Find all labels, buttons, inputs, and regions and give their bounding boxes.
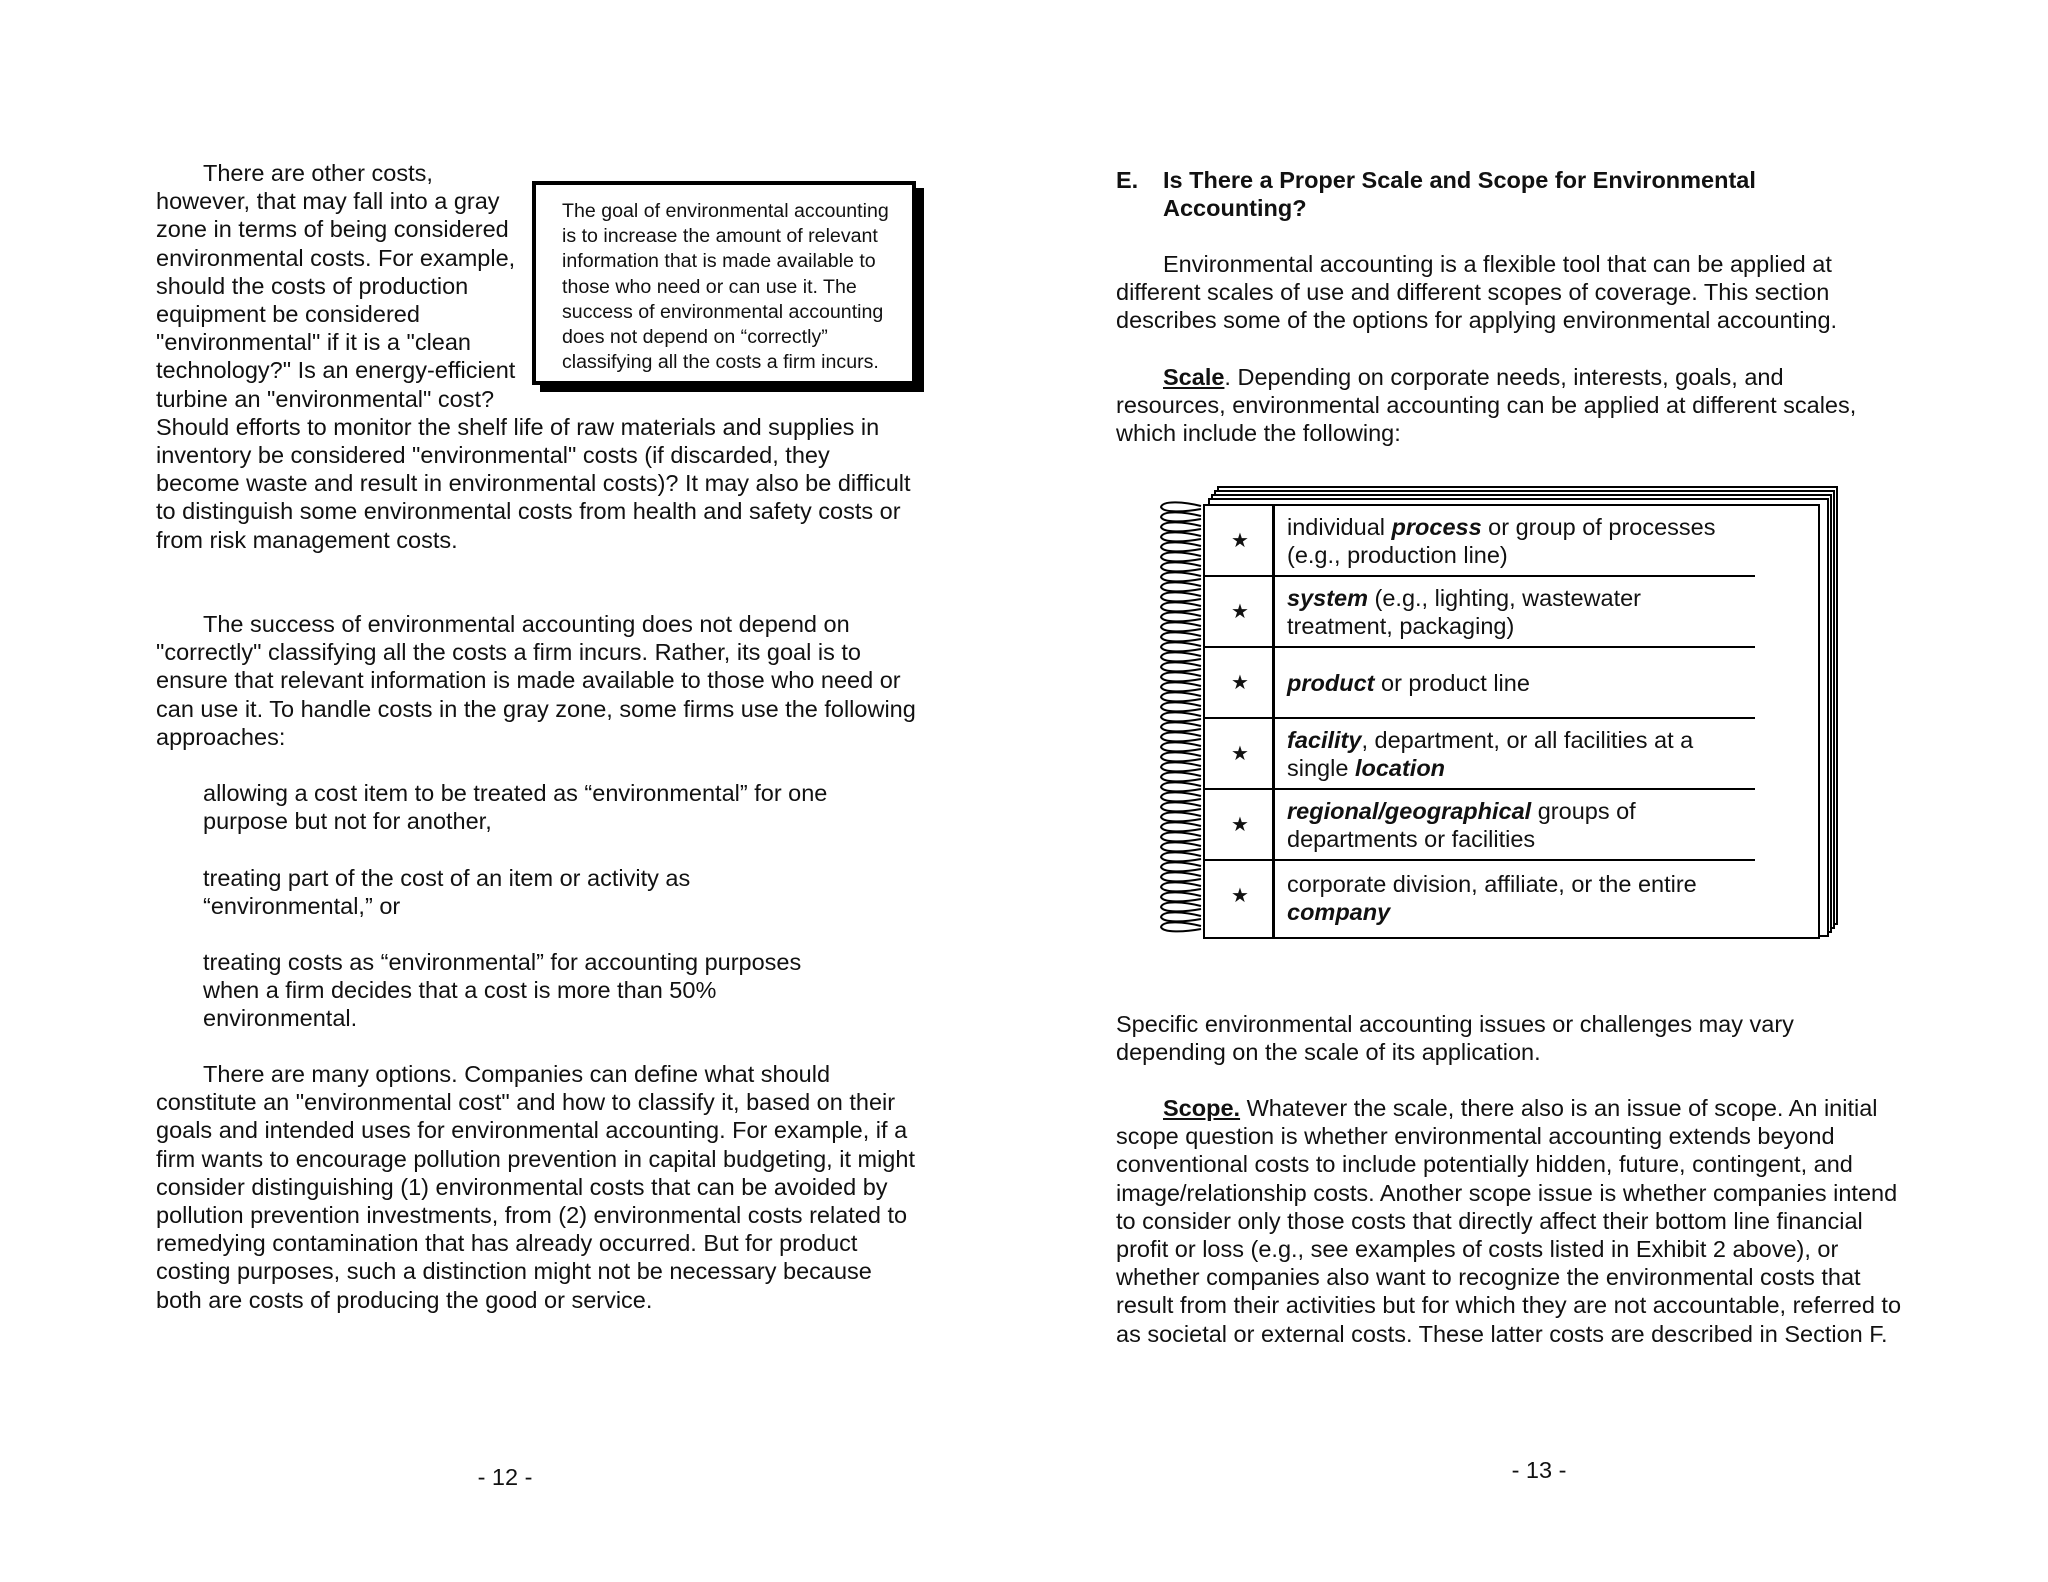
spiral-coil (1161, 532, 1201, 541)
spiral-coil (1161, 572, 1201, 581)
notebook-page (1203, 504, 1820, 939)
scale-row-text: regional/geographical groups of departments or facilities (1287, 798, 1636, 853)
spiral-coil (1161, 712, 1201, 721)
spiral-coil (1161, 922, 1201, 931)
gray-zone-paragraph: There are other costs, however, that may fall into a gray zone in terms of being considered environmental costs. For example, should the costs of production equipment be considered "environmental" if it is a "clean technology?" Is an energy-efficient turbine an "environmental" cost? Should efforts to monitor the shelf life of raw materials and supplies in inventory be considered "environmental" costs (if discarded, they become waste and result in environmental costs)? It may also be difficult to distinguish some environmental costs from health and safety costs or from risk management costs. (156, 160, 911, 553)
scale-paragraph (1116, 363, 1896, 448)
spiral-coil (1161, 842, 1201, 851)
scale-row (1205, 790, 1818, 861)
spiral-binding-icon (1155, 498, 1205, 938)
star-icon: ★ (1231, 885, 1249, 907)
spiral-coil (1161, 632, 1201, 641)
scale-row (1205, 506, 1818, 577)
star-icon: ★ (1231, 743, 1249, 765)
spiral-coil (1161, 512, 1201, 521)
page-number: - 13 - (1511, 1457, 1567, 1483)
spiral-coil (1161, 862, 1201, 871)
spiral-coil (1161, 612, 1201, 621)
spiral-coil (1161, 872, 1201, 881)
spiral-coil (1161, 722, 1201, 731)
spiral-coil (1161, 792, 1201, 801)
scale-row (1205, 577, 1818, 648)
page-number: - 12 - (477, 1464, 533, 1490)
spiral-coil (1161, 502, 1201, 511)
approach-item: treating part of the cost of an item or activity as “environmental,” or (203, 865, 691, 920)
scope-paragraph (1116, 1094, 1906, 1348)
approach-item: allowing a cost item to be treated as “environmental” for one purpose but not for another, (203, 780, 828, 835)
spiral-coil (1161, 752, 1201, 761)
spiral-coil (1161, 542, 1201, 551)
star-icon: ★ (1231, 672, 1249, 694)
star-icon: ★ (1231, 601, 1249, 623)
spiral-coil (1161, 582, 1201, 591)
spiral-coil (1161, 672, 1201, 681)
intro-paragraph: Environmental accounting is a flexible tool that can be applied at different scales of use and different scopes of coverage. This section describes some of the options for applying environmental accounting. (1116, 251, 1838, 334)
spiral-coil (1161, 692, 1201, 701)
spiral-coil (1161, 592, 1201, 601)
spiral-coil (1161, 642, 1201, 651)
spiral-coil (1161, 822, 1201, 831)
options-paragraph: There are many options. Companies can define what should constitute an "environmental cost" and how to classify it, based on their goals and intended uses for environmental accounting. For example, if a firm wants to encourage pollution prevention in capital budgeting, it might consider distinguishing (1) environmental costs that can be avoided by pollution prevention investments, from (2) environmental costs related to remedying contamination that has already occurred. But for product costing purposes, such a distinction might not be necessary because both are costs of producing the good or service. (156, 1061, 915, 1313)
spiral-coil (1161, 742, 1201, 751)
spiral-coil (1161, 552, 1201, 561)
spiral-coil (1161, 562, 1201, 571)
scale-notebook-graphic (1155, 486, 1851, 946)
spiral-coil (1161, 892, 1201, 901)
spiral-coil (1161, 602, 1201, 611)
scale-row (1205, 648, 1818, 719)
scope-paragraph-text: Whatever the scale, there also is an issue of scope. An initial scope question is whether environmental accounting extends beyond conventional costs to include potentially hidden, future, contingent, and image/relationship costs. Another scope issue is whether companies intend to consider only those costs that directly affect their bottom line financial profit or loss (e.g., see examples of costs listed in Exhibit 2 above), or whether companies also want to recognize the environmental costs that result from their activities but for which they are not accountable, referred to as societal or external costs. These latter costs are described in Section F. (1116, 1095, 1902, 1347)
scale-row-text: corporate division, affiliate, or the entire company (1287, 871, 1697, 926)
section-letter: E. (1116, 167, 1139, 193)
spiral-coil (1161, 662, 1201, 671)
spiral-coil (1161, 622, 1201, 631)
spiral-coil (1161, 762, 1201, 771)
specific-paragraph: Specific environmental accounting issues or challenges may vary depending on the scale of its application. (1116, 1011, 1794, 1066)
scale-row-text: system (e.g., lighting, wastewater treatment, packaging) (1287, 585, 1641, 640)
spiral-coil (1161, 912, 1201, 921)
scope-heading: Scope. (1163, 1095, 1241, 1121)
spiral-coil (1161, 732, 1201, 741)
approach-item: treating costs as “environmental” for accounting purposes when a firm decides that a cost is more than 50% environmental. (203, 949, 802, 1032)
callout-text: The goal of environmental accounting is to increase the amount of relevant information that is made available to those who need or can use it. The success of environmental accounting does not depend on “correctly” classifying all the costs a firm incurs. (562, 200, 889, 374)
scale-row-text: facility, department, or all facilities at a single location (1287, 727, 1694, 782)
right-page (1024, 0, 2048, 1582)
spiral-coil (1161, 682, 1201, 691)
spiral-coil (1161, 802, 1201, 811)
scale-row (1205, 719, 1818, 790)
scale-heading: Scale (1163, 364, 1225, 390)
spiral-coil (1161, 882, 1201, 891)
success-paragraph: The success of environmental accounting does not depend on "correctly" classifying all the costs a firm incurs. Rather, its goal is to ensure that relevant information is made available to those who need or can use it. To handle costs in the gray zone, some firms use the following approaches: (156, 611, 916, 750)
spiral-coil (1161, 652, 1201, 661)
spiral-coil (1161, 832, 1201, 841)
callout-box (532, 181, 916, 385)
star-icon: ★ (1231, 814, 1249, 836)
spiral-coil (1161, 902, 1201, 911)
spiral-coil (1161, 702, 1201, 711)
spiral-coil (1161, 852, 1201, 861)
scale-paragraph-text: . Depending on corporate needs, interests, goals, and resources, environmental accounting can be applied at different scales, which include the following: (1116, 364, 1857, 447)
star-icon: ★ (1231, 530, 1249, 552)
scale-row-text: individual process or group of processes (e.g., production line) (1287, 514, 1716, 569)
spiral-coil (1161, 812, 1201, 821)
gray-zone-paragraph-block (156, 159, 916, 554)
section-title: Is There a Proper Scale and Scope for Environmental Accounting? (1163, 167, 1756, 222)
spiral-coil (1161, 772, 1201, 781)
spiral-coil (1161, 782, 1201, 791)
scale-row (1205, 861, 1818, 932)
spiral-coil (1161, 522, 1201, 531)
scale-row-text: product or product line (1287, 670, 1530, 696)
